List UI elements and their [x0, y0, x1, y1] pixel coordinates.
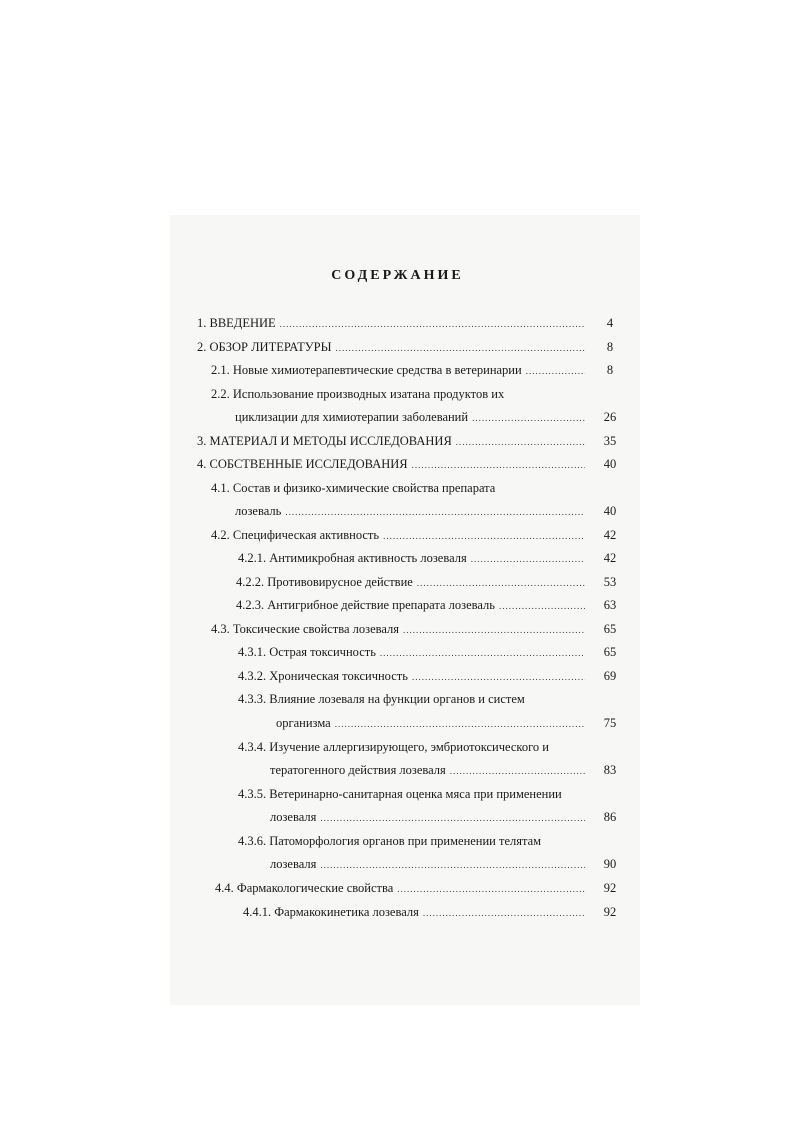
- toc-entry: 4.4.1. Фармакокинетика лозеваля ..... 92: [243, 905, 589, 925]
- page-number: 40: [603, 457, 617, 471]
- toc-entry: 3. МАТЕРИАЛ И МЕТОДЫ ИССЛЕДОВАНИЯ ..... 35: [197, 434, 589, 454]
- toc-entry: организма ..... 75: [276, 716, 589, 736]
- page-number: 65: [603, 622, 617, 636]
- toc-entry: лозеваль ..... 40: [235, 504, 589, 524]
- toc-entry: 4.3.2. Хроническая токсичность ..... 69: [238, 669, 589, 689]
- toc-entry-first-line: 4.1. Состав и физико-химические свойства препарата: [211, 481, 496, 495]
- page-number: 8: [606, 340, 614, 354]
- toc-entry: 4.2.3. Антигрибное действие препарата лозеваль ..... 63: [236, 598, 589, 618]
- toc-entry-first-line: 2.2. Использование производных изатана продуктов их: [211, 387, 505, 401]
- toc-entry: 4.4. Фармакологические свойства ..... 92: [215, 881, 589, 901]
- page-number: 90: [603, 857, 617, 871]
- toc-entry: 4. СОБСТВЕННЫЕ ИССЛЕДОВАНИЯ ..... 40: [197, 457, 589, 477]
- toc-entry-first-line: 4.3.3. Влияние лозеваля на функции органов и систем: [238, 692, 525, 706]
- toc-entry-first-line: 4.3.6. Патоморфология органов при применении телятам: [238, 834, 542, 848]
- page-number: 63: [603, 598, 617, 612]
- toc-entry: 2.1. Новые химиотерапевтические средства в ветеринарии ..... 8: [211, 363, 589, 383]
- page-number: 26: [603, 410, 617, 424]
- toc-entry: лозеваля ..... 90: [270, 857, 589, 877]
- toc-entry-first-line: 4.3.5. Ветеринарно-санитарная оценка мяса при применении: [238, 787, 562, 801]
- page-number: 40: [603, 504, 617, 518]
- page-number: 86: [603, 810, 617, 824]
- toc-entry: 4.3. Токсические свойства лозеваля ..... 65: [211, 622, 589, 642]
- page-number: 92: [603, 905, 617, 919]
- toc-entry: 1. ВВЕДЕНИЕ ..... 4: [197, 316, 589, 336]
- page-number: 75: [603, 716, 617, 730]
- page-number: 83: [603, 763, 617, 777]
- page-number: 35: [603, 434, 617, 448]
- toc-entry: 4.2.2. Противовирусное действие ..... 53: [236, 575, 589, 595]
- page-title: СОДЕРЖАНИЕ: [331, 268, 464, 283]
- page-number: 42: [603, 528, 617, 542]
- page-number: 42: [603, 551, 617, 565]
- page-number: 69: [603, 669, 617, 683]
- toc-entry: циклизации для химиотерапии заболеваний ..... 26: [235, 410, 589, 430]
- toc-entry: тератогенного действия лозеваля ..... 83: [270, 763, 589, 783]
- page-number: 92: [603, 881, 617, 895]
- page-number: 8: [606, 363, 614, 377]
- page-number: 53: [603, 575, 617, 589]
- toc-entry: 4.2.1. Антимикробная активность лозеваля ..... 42: [238, 551, 589, 571]
- toc-entry: 4.3.1. Острая токсичность ..... 65: [238, 645, 589, 665]
- page-number: 65: [603, 645, 617, 659]
- toc-entry: лозеваля ..... 86: [270, 810, 589, 830]
- page-number: 4: [606, 316, 614, 330]
- toc-entry: 2. ОБЗОР ЛИТЕРАТУРЫ ..... 8: [197, 340, 589, 360]
- toc-entry-first-line: 4.3.4. Изучение аллергизирующего, эмбриотоксического и: [238, 740, 549, 754]
- toc-entry: 4.2. Специфическая активность ..... 42: [211, 528, 589, 548]
